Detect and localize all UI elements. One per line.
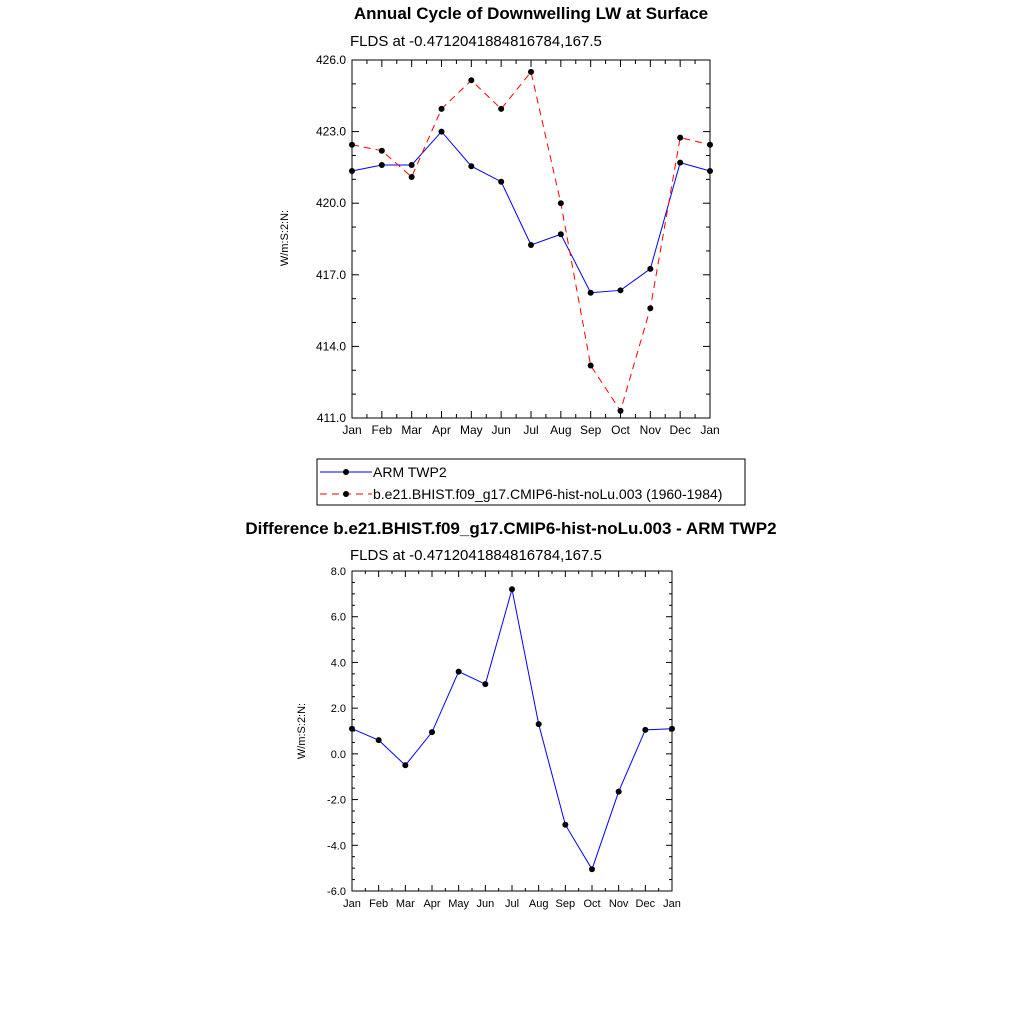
y-tick-label: 423.0 <box>315 124 346 139</box>
x-tick-label: Aug <box>550 423 572 437</box>
x-tick-label: Nov <box>639 423 662 437</box>
y-tick-label: 420.0 <box>315 196 346 211</box>
data-point <box>349 726 355 732</box>
y-tick-label: 6.0 <box>330 611 346 624</box>
data-point <box>558 231 564 237</box>
x-tick-label: Jun <box>476 898 495 910</box>
x-tick-label: Oct <box>611 423 630 437</box>
x-tick-label: Jan <box>343 898 361 910</box>
x-tick-label: Jul <box>504 898 520 910</box>
x-tick-label: Dec <box>635 898 656 910</box>
y-tick-label: 2.0 <box>330 703 346 716</box>
y-tick-label: 411.0 <box>316 411 346 425</box>
x-tick-label: May <box>459 423 483 437</box>
x-tick-label: Jan <box>700 423 720 437</box>
x-tick-label: Jan <box>663 898 681 910</box>
plot-frame <box>352 60 710 418</box>
y-tick-label: 414.0 <box>315 339 346 354</box>
x-tick-label: Jan <box>342 423 362 437</box>
x-tick-label: Jun <box>491 423 511 437</box>
plot-frame <box>352 571 672 891</box>
x-tick-label: Nov <box>608 898 629 910</box>
data-point <box>376 737 382 743</box>
chart-title: Annual Cycle of Downwelling LW at Surface <box>353 4 709 23</box>
data-point <box>439 106 445 112</box>
data-point <box>642 727 648 733</box>
y-tick-label: 426.0 <box>315 53 346 67</box>
y-tick-label: 4.0 <box>330 657 346 670</box>
series-layer <box>349 69 713 414</box>
y-tick-label: -4.0 <box>327 840 346 853</box>
plot-area <box>316 53 720 437</box>
series-layer <box>349 586 675 872</box>
data-point <box>618 287 624 293</box>
data-point <box>429 729 435 735</box>
data-point <box>562 822 568 828</box>
y-axis-label: W/m:S:2:N: <box>296 702 308 760</box>
x-tick-label: Feb <box>371 423 393 437</box>
data-point <box>707 142 713 148</box>
data-point <box>528 69 534 75</box>
chart-subtitle: FLDS at -0.4712041884816784,167.5 <box>350 33 602 50</box>
y-axis-label: W/m:S:2:N: <box>279 209 291 267</box>
x-tick-label: Feb <box>369 898 389 910</box>
annual-cycle-chart <box>279 4 720 437</box>
difference-chart <box>245 519 776 910</box>
y-tick-label: 417.0 <box>315 267 346 282</box>
data-point <box>468 77 474 83</box>
data-point <box>618 408 624 414</box>
data-point <box>349 142 355 148</box>
series-line-0 <box>352 132 710 293</box>
x-tick-label: Dec <box>669 423 691 437</box>
data-point <box>669 726 675 732</box>
data-point <box>707 168 713 174</box>
chart-title: Difference b.e21.BHIST.f09_g17.CMIP6-hist-noLu.003 - ARM TWP2 <box>245 519 777 538</box>
data-point <box>677 160 683 166</box>
y-tick-label: 0.0 <box>330 748 346 761</box>
x-tick-label: Aug <box>528 898 549 910</box>
data-point <box>482 681 488 687</box>
legend-label-arm: ARM TWP2 <box>373 464 447 480</box>
legend-marker-model <box>343 491 349 497</box>
data-point <box>439 129 445 135</box>
x-tick-label: Sep <box>579 423 602 437</box>
data-point <box>616 789 622 795</box>
data-point <box>498 106 504 112</box>
data-point <box>677 135 683 141</box>
data-point <box>379 162 385 168</box>
data-point <box>509 586 515 592</box>
data-point <box>456 669 462 675</box>
data-point <box>528 242 534 248</box>
data-point <box>647 305 653 311</box>
x-tick-label: Mar <box>401 423 423 437</box>
y-tick-label: 8.0 <box>330 566 346 578</box>
data-point <box>588 362 594 368</box>
data-point <box>588 290 594 296</box>
data-point <box>558 200 564 206</box>
series-line-1 <box>352 72 710 411</box>
x-tick-label: Sep <box>555 898 576 910</box>
data-point <box>409 174 415 180</box>
legend <box>317 459 745 505</box>
data-point <box>498 179 504 185</box>
series-line-0 <box>352 589 672 869</box>
y-tick-label: -6.0 <box>327 886 346 898</box>
chart-subtitle: FLDS at -0.4712041884816784,167.5 <box>350 547 602 564</box>
data-point <box>402 762 408 768</box>
data-point <box>647 266 653 272</box>
x-tick-label: May <box>448 898 470 910</box>
data-point <box>349 168 355 174</box>
x-tick-label: Oct <box>583 898 601 910</box>
data-point <box>409 162 415 168</box>
data-point <box>589 866 595 872</box>
data-point <box>379 148 385 154</box>
data-point <box>468 163 474 169</box>
x-tick-label: Jul <box>523 423 539 437</box>
legend-label-model: b.e21.BHIST.f09_g17.CMIP6-hist-noLu.003 (1960-1984) <box>373 486 723 502</box>
legend-marker-arm <box>343 469 349 475</box>
x-tick-label: Apr <box>432 423 451 437</box>
x-tick-label: Mar <box>395 898 415 910</box>
x-tick-label: Apr <box>423 898 441 910</box>
y-tick-label: -2.0 <box>327 794 346 807</box>
data-point <box>536 721 542 727</box>
